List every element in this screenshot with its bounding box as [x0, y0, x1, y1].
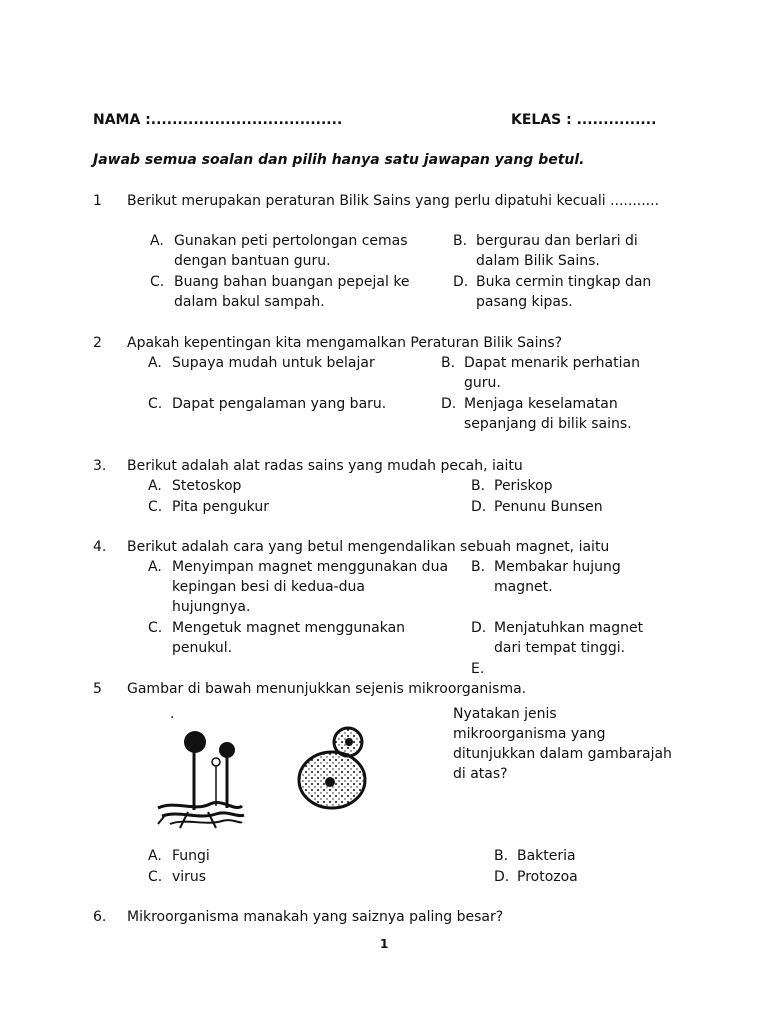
option-text: virus	[172, 869, 207, 885]
option-text: bergurau dan berlari di dalam Bilik Sains.	[476, 233, 638, 269]
instruction: Jawab semua soalan dan pilih hanya satu jawapan yang betul.	[93, 152, 585, 168]
option-label: D.	[441, 396, 457, 412]
question-text: Berikut merupakan peraturan Bilik Sains yang perlu dipatuhi kecuali ...........	[127, 193, 660, 209]
question-number: 2	[93, 335, 102, 351]
option-text: Mengetuk magnet menggunakan penukul.	[172, 620, 406, 656]
class-field	[511, 110, 656, 130]
name-field	[93, 110, 342, 130]
option-text: Bakteria	[517, 848, 576, 864]
yeast-illustration	[292, 722, 372, 814]
option-text: Pita pengukur	[172, 499, 269, 515]
option-text: Protozoa	[517, 869, 578, 885]
option-text: Stetoskop	[172, 478, 242, 494]
question-text: Apakah kepentingan kita mengamalkan Peraturan Bilik Sains?	[127, 335, 563, 351]
side-question: Nyatakan jenis mikroorganisma yang ditunjukkan dalam gambarajah di atas?	[453, 706, 672, 782]
option-label: A.	[148, 559, 162, 575]
option-text: Periskop	[494, 478, 553, 494]
option-label: B.	[494, 848, 509, 864]
option-text: Penunu Bunsen	[494, 499, 603, 515]
question-text: Mikroorganisma manakah yang saiznya paling besar?	[127, 909, 504, 925]
option-text: Menjatuhkan magnet dari tempat tinggi.	[494, 620, 644, 656]
option-label: A.	[148, 355, 162, 371]
option-label: C.	[148, 499, 163, 515]
class-dots: ...............	[576, 112, 657, 128]
option-label: D.	[494, 869, 510, 885]
option-label: C.	[148, 396, 163, 412]
option-label: A.	[150, 233, 164, 249]
option-label: A.	[148, 848, 162, 864]
option-text: Supaya mudah untuk belajar	[172, 355, 375, 371]
name-label: NAMA :	[93, 112, 151, 128]
question-number: 4.	[93, 539, 107, 555]
option-label: A.	[148, 478, 162, 494]
stray-dot: .	[170, 706, 175, 722]
question-text: Berikut adalah cara yang betul mengendalikan sebuah magnet, iaitu	[127, 539, 610, 555]
option-label: D.	[453, 274, 469, 290]
option-label: B.	[453, 233, 468, 249]
option-text: Buang bahan buangan pepejal ke dalam bakul sampah.	[174, 274, 410, 310]
question-number: 1	[93, 193, 102, 209]
question-text: Berikut adalah alat radas sains yang mudah pecah, iaitu	[127, 458, 523, 474]
question-number: 6.	[93, 909, 107, 925]
option-label: E.	[471, 661, 485, 677]
option-label: C.	[148, 620, 163, 636]
option-text: Fungi	[172, 848, 210, 864]
option-text: Gunakan peti pertolongan cemas dengan bantuan guru.	[174, 233, 408, 269]
question-number: 5	[93, 681, 102, 697]
option-text: Buka cermin tingkap dan pasang kipas.	[476, 274, 652, 310]
option-label: C.	[150, 274, 165, 290]
question-number: 3.	[93, 458, 107, 474]
option-text: Menjaga keselamatan sepanjang di bilik sains.	[464, 396, 632, 432]
option-label: D.	[471, 620, 487, 636]
option-label: B.	[471, 478, 486, 494]
question-text: Gambar di bawah menunjukkan sejenis mikroorganisma.	[127, 681, 527, 697]
option-label: B.	[471, 559, 486, 575]
class-label: KELAS :	[511, 112, 572, 128]
option-label: C.	[148, 869, 163, 885]
option-text: Menyimpan magnet menggunakan dua kepingan besi di kedua-dua hujungnya.	[172, 559, 449, 615]
option-label: B.	[441, 355, 456, 371]
page-number: 1	[380, 937, 389, 951]
mould-illustration	[150, 720, 250, 832]
name-dots: ....................................	[150, 112, 343, 128]
option-text: Membakar hujung magnet.	[494, 559, 621, 595]
option-text: Dapat pengalaman yang baru.	[172, 396, 387, 412]
option-label: D.	[471, 499, 487, 515]
option-text: Dapat menarik perhatian guru.	[464, 355, 640, 391]
